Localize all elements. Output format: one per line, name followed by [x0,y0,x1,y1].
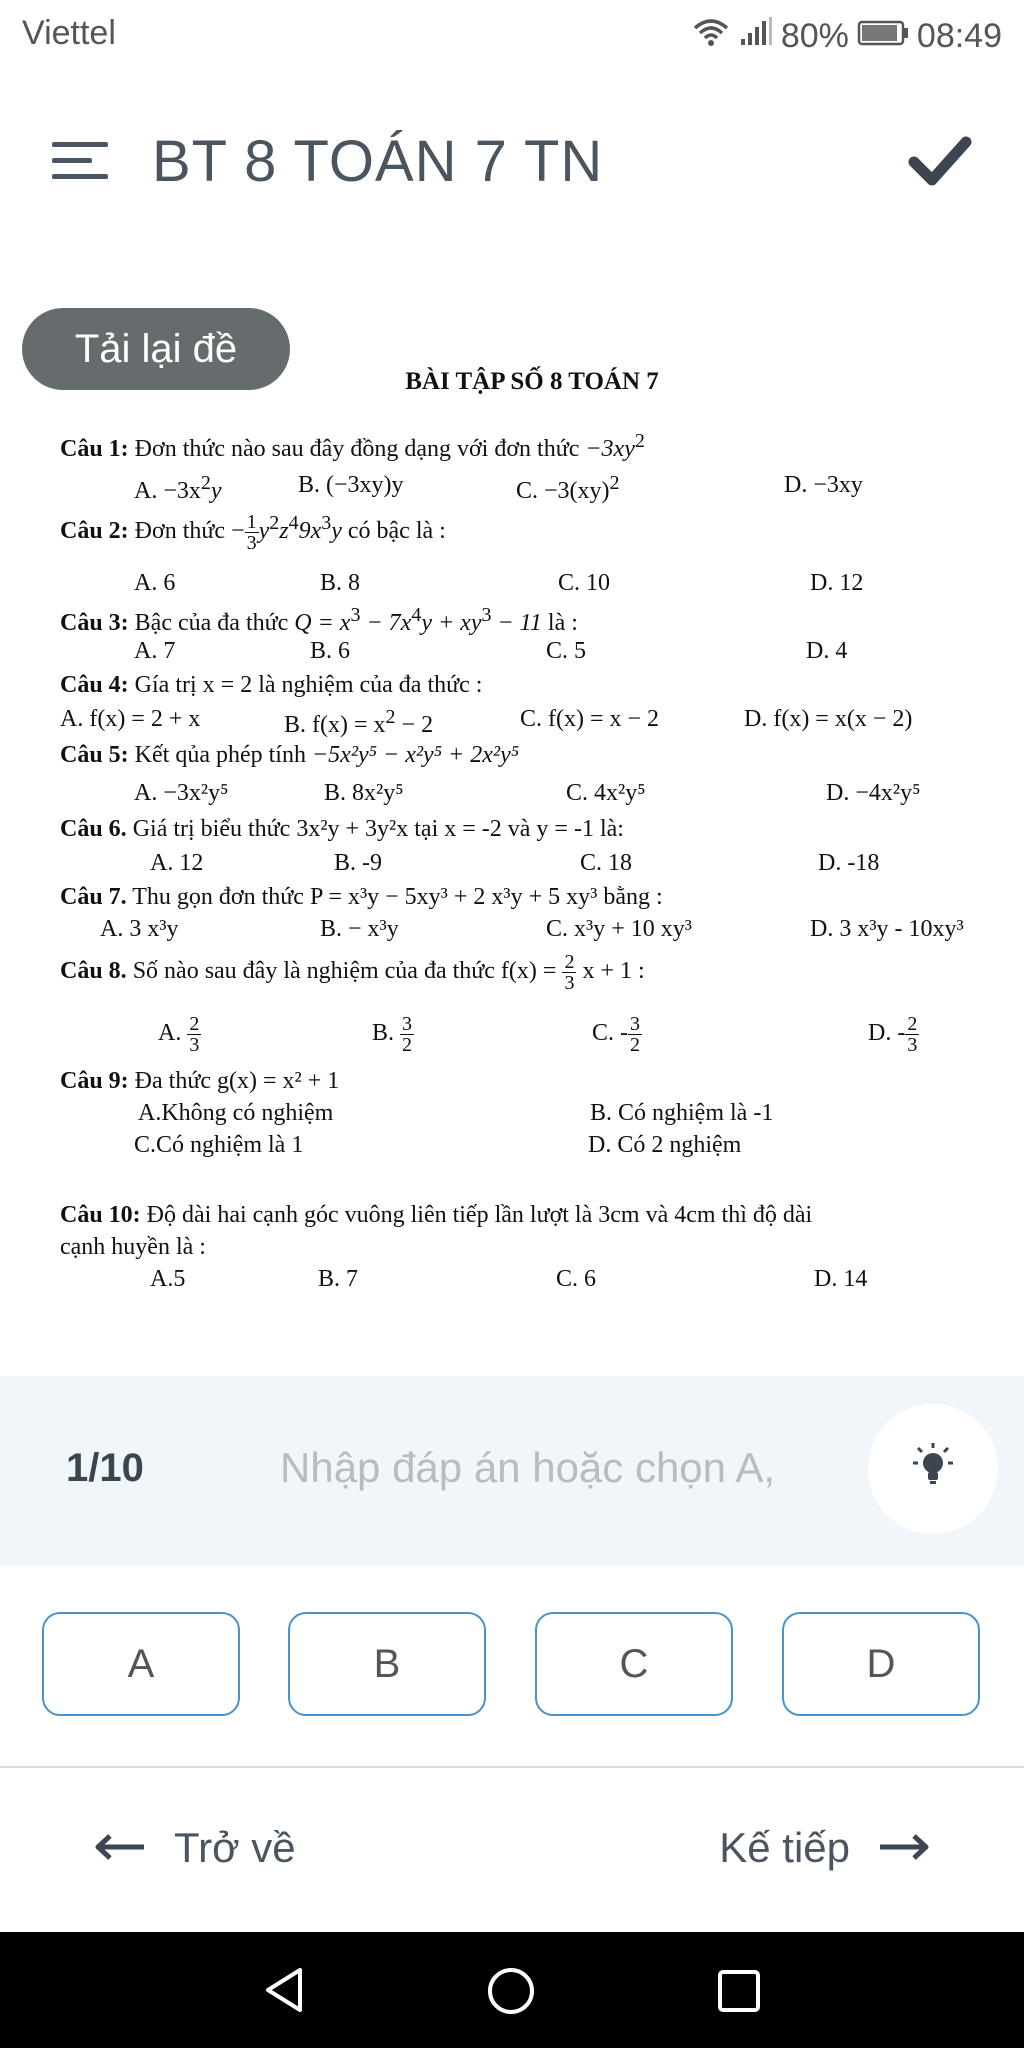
q7-option-d: D. 3 x³y - 10xy³ [810,916,964,942]
choice-a-button[interactable]: A [42,1612,240,1716]
clock: 08:49 [916,16,1002,55]
next-button[interactable] [719,1824,930,1872]
q1-option-a: A. $-3x^2y$ [134,472,222,504]
answer-bar [0,1376,1024,1566]
q7-option-b: B. − x³y [320,916,399,942]
page-title: BT 8 TOÁN 7 TN [152,129,604,194]
status-bar [0,0,1024,70]
battery-percent: 80% [780,16,849,55]
choice-buttons [0,1612,1024,1724]
signal-icon [739,17,773,56]
home-circle-icon[interactable] [486,1966,536,2021]
q6-option-a: A. 12 [150,850,204,876]
q8-option-d: D. - $\frac{2}{3}$ [868,1013,918,1056]
divider [0,1766,1024,1768]
status-icons [691,14,1002,58]
q5-option-a: A. −3x²y⁵ [134,780,229,806]
q10-option-a: A.5 [150,1266,186,1292]
next-label: Kế tiếp [719,1824,850,1871]
q3-option-d: D. 4 [806,638,848,664]
q2-option-d: D. 12 [810,570,864,596]
q5-option-b: B. 8x²y⁵ [324,780,404,806]
q3-option-b: B. 6 [310,638,351,664]
q9-option-c: C.Có nghiệm là 1 [134,1132,304,1158]
q8-option-c: C. - $\frac{3}{2}$ [592,1013,640,1056]
question-2: Câu 2: Đơn thức − $\frac{1}{3}$ $y^2z^49x^3y$ có bậc là : [60,511,446,554]
system-navigation-bar [0,1932,1024,2048]
question-5: Câu 5: Kết qủa phép tính −5x²y⁵ − x²y⁵ + 2x²y⁵ [60,742,520,768]
question-3: Câu 3: Bậc của đa thức $Q = x^3 - 7x^4y + xy^3 - 11$ là : [60,604,578,636]
q7-option-c: C. x³y + 10 xy³ [546,916,692,942]
q7-option-a: A. 3 x³y [100,916,179,942]
q5-option-d: D. −4x²y⁵ [826,780,921,806]
q1-option-b: B. (−3xy)y [298,472,404,498]
q2-option-a: A. 6 [134,570,176,596]
q2-option-b: B. 8 [320,570,361,596]
q9-option-b: B. Có nghiệm là -1 [590,1100,774,1126]
document-title: BÀI TẬP SỐ 8 TOÁN 7 [405,368,659,395]
check-icon[interactable] [908,134,972,188]
question-6: Câu 6. Giá trị biểu thức 3x²y + 3y²x tại x = -2 và y = -1 là: [60,816,624,842]
question-1: Câu 1: Đơn thức nào sau đây đồng dạng với đơn thức $-3xy^2$ [60,430,645,462]
q6-option-b: B. -9 [334,850,382,876]
q4-option-b: B. $f(x) = x^2 - 2$ [284,706,434,738]
hamburger-menu-icon[interactable] [52,140,112,182]
q3-option-a: A. 7 [134,638,176,664]
carrier-label: Viettel [22,14,116,52]
choice-c-button[interactable]: C [535,1612,733,1716]
choice-b-button[interactable]: B [288,1612,486,1716]
q10-option-c: C. 6 [556,1266,597,1292]
choice-d-button[interactable]: D [782,1612,980,1716]
q8-option-b: B. $\frac{3}{2}$ [372,1013,413,1056]
q1-option-d: D. −3xy [784,472,863,498]
q9-option-d: D. Có 2 nghiệm [588,1132,742,1158]
q4-option-a: A. f(x) = 2 + x [60,706,201,732]
q3-option-c: C. 5 [546,638,587,664]
q2-option-c: C. 10 [558,570,611,596]
q9-option-a: A.Không có nghiệm [138,1100,334,1126]
lightbulb-icon [905,1439,961,1500]
arrow-right-icon [878,1824,930,1872]
q8-option-a: A. $\frac{2}{3}$ [158,1013,200,1056]
battery-icon [857,17,909,56]
fraction: $\frac{2}{3}$ [564,951,575,994]
q4-option-c: C. f(x) = x − 2 [520,706,660,732]
back-label: Trở về [174,1824,296,1871]
wifi-icon [691,16,731,57]
q5-option-c: C. 4x²y⁵ [566,780,646,806]
q6-option-d: D. -18 [818,850,880,876]
exercise-document [0,360,1024,1300]
recents-square-icon[interactable] [716,1968,762,2019]
question-navigation [0,1800,1024,1900]
q4-option-d: D. f(x) = x(x − 2) [744,706,913,732]
question-8: Câu 8. Số nào sau đây là nghiệm của đa thức f(x) = $\frac{2}{3}$ x + 1 : [60,951,645,994]
q10-option-b: B. 7 [318,1266,359,1292]
fraction: $\frac{1}{3}$ [246,511,257,554]
back-button[interactable] [94,1824,296,1872]
arrow-left-icon [94,1824,146,1872]
q10-option-d: D. 14 [814,1266,868,1292]
reload-exam-button[interactable]: Tải lại đề [22,308,290,390]
question-progress: 1/10 [66,1446,144,1490]
hint-button[interactable] [868,1404,998,1534]
question-7: Câu 7. Thu gọn đơn thức P = x³y − 5xy³ + 2 x³y + 5 xy³ bằng : [60,884,663,910]
back-triangle-icon[interactable] [262,1966,306,2019]
app-header [0,100,1024,220]
q1-option-c: C. −3(xy)$^2$ [516,472,620,504]
question-10-cont: cạnh huyền là : [60,1234,206,1260]
question-10: Câu 10: Độ dài hai cạnh góc vuông liên tiếp lần lượt là 3cm và 4cm thì độ dài [60,1202,813,1228]
question-4: Câu 4: Gía trị x = 2 là nghiệm của đa thức : [60,672,483,698]
q6-option-c: C. 18 [580,850,633,876]
question-9: Câu 9: Đa thức g(x) = x² + 1 [60,1068,340,1094]
answer-input[interactable] [280,1436,820,1500]
